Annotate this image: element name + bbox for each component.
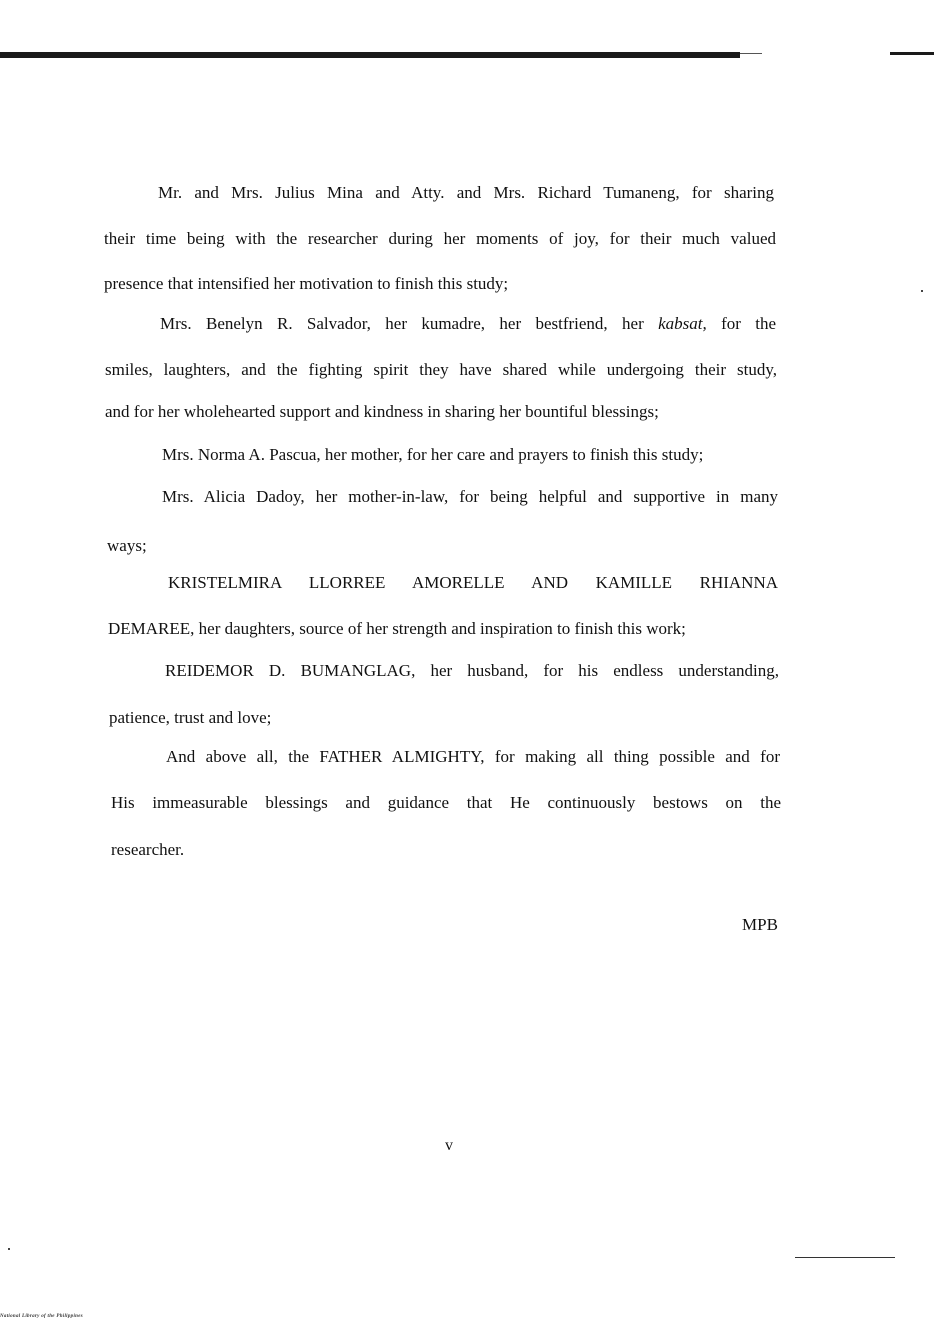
paragraph-1-line-2: their time being with the researcher during her moments of joy, for their much valued xyxy=(104,229,776,248)
scan-border-top xyxy=(0,52,740,58)
scan-border-top-tail xyxy=(740,53,762,54)
paragraph-7-line-2: His immeasurable blessings and guidance that He continuously bestows on the xyxy=(111,793,781,812)
paragraph-2-text-b: for the xyxy=(721,314,777,333)
paragraph-3-line-1: Mrs. Norma A. Pascua, her mother, for her care and prayers to finish this study; xyxy=(162,445,704,464)
paragraph-2-line-3: and for her wholehearted support and kindness in sharing her bountiful blessings; xyxy=(105,402,659,421)
paragraph-5-line-2: DEMAREE, her daughters, source of her strength and inspiration to finish this work; xyxy=(108,619,686,638)
page-number: v xyxy=(445,1137,453,1154)
author-initials: MPB xyxy=(742,915,778,934)
paragraph-2-italic-word: kabsat, xyxy=(658,314,707,333)
paragraph-1-line-3: presence that intensified her motivation to finish this study; xyxy=(104,274,509,293)
paragraph-2-text-a: Mrs. Benelyn R. Salvador, her kumadre, her bestfriend, her xyxy=(160,314,644,333)
paragraph-2-line-1 xyxy=(160,314,776,334)
paragraph-6-line-1: REIDEMOR D. BUMANGLAG, her husband, for his endless understanding, xyxy=(165,661,779,680)
paragraph-1-line-1: Mr. and Mrs. Julius Mina and Atty. and Mrs. Richard Tumaneng, for sharing xyxy=(158,183,774,202)
paragraph-7-line-1: And above all, the FATHER ALMIGHTY, for making all thing possible and for xyxy=(166,747,780,766)
scan-mark-top-right xyxy=(890,52,934,55)
scan-mark-bottom-right xyxy=(795,1257,895,1258)
paragraph-7-line-3: researcher. xyxy=(111,840,185,859)
paragraph-5-line-1: KRISTELMIRA LLORREE AMORELLE AND KAMILLE RHIANNA xyxy=(168,573,778,592)
paragraph-6-line-2: patience, trust and love; xyxy=(109,708,272,727)
paragraph-4-line-2: ways; xyxy=(107,536,147,555)
paragraph-2-line-2: smiles, laughters, and the fighting spirit they have shared while undergoing their study, xyxy=(105,360,777,379)
library-footer-stamp: National Library of the Philippines xyxy=(0,1314,84,1319)
scan-speck xyxy=(8,1248,10,1250)
paragraph-4-line-1: Mrs. Alicia Dadoy, her mother-in-law, for being helpful and supportive in many xyxy=(162,487,778,506)
scan-speck xyxy=(921,290,923,292)
